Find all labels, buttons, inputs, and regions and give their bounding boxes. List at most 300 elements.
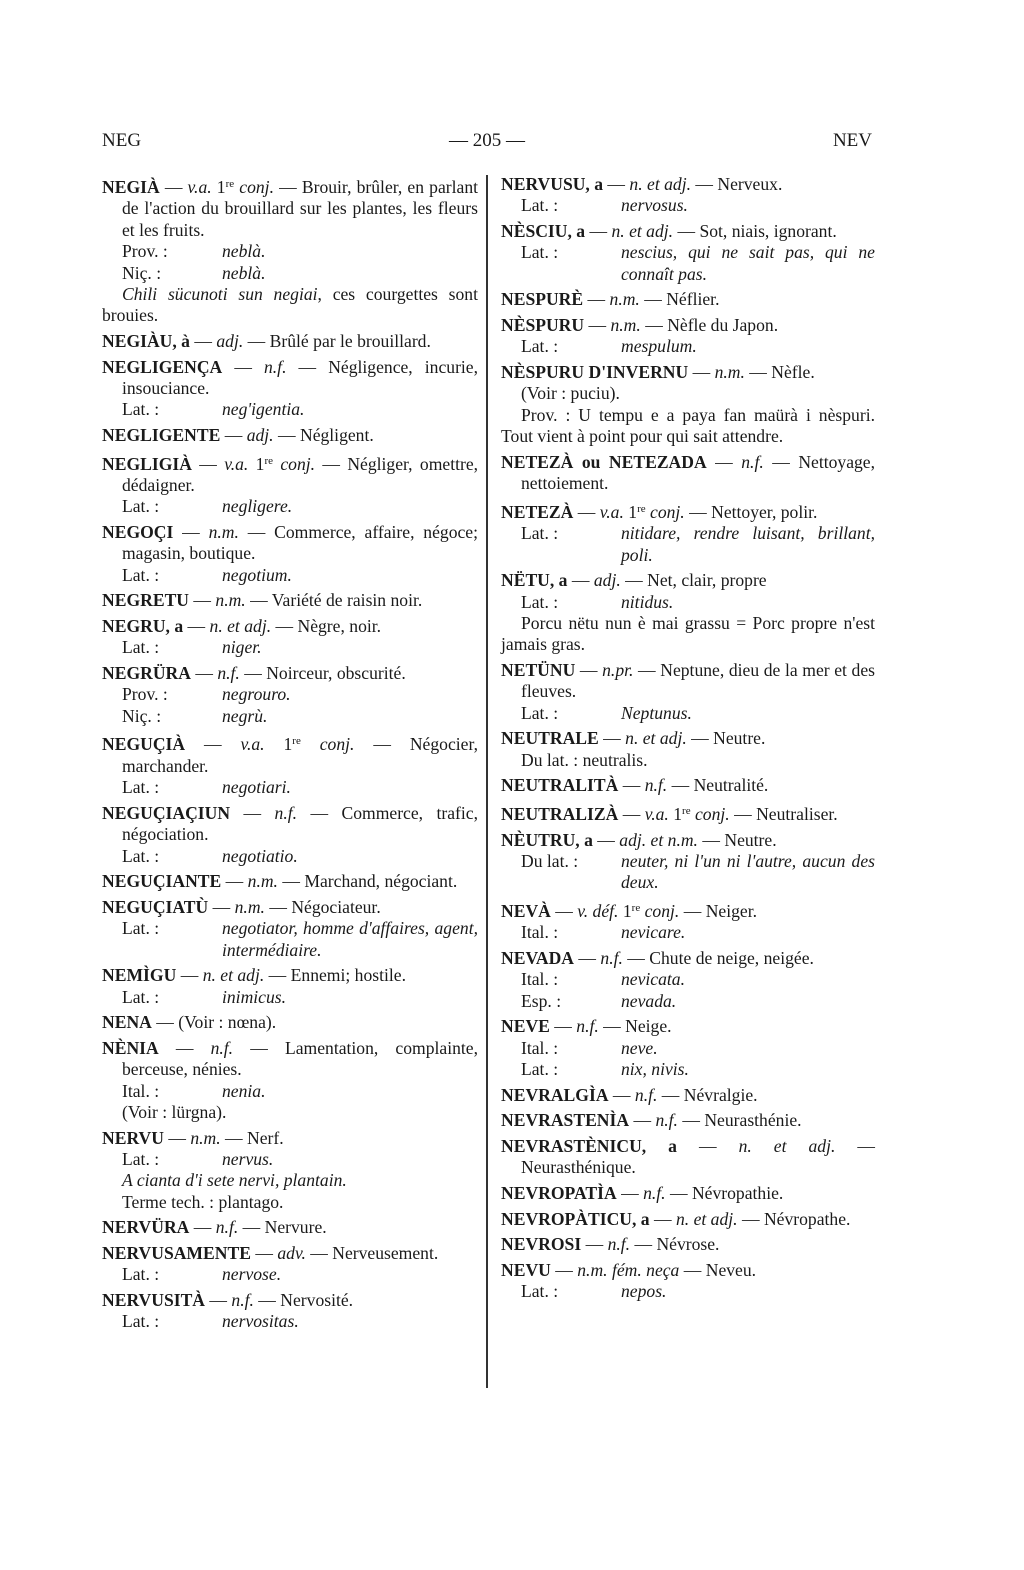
etymology-line: [102, 637, 478, 658]
headword: NEUTRALE: [501, 728, 599, 749]
etymology-value: negligere.: [222, 496, 293, 517]
definition: Névropathe.: [763, 1208, 851, 1229]
etymology-label: Lat. :: [122, 845, 160, 866]
etymology-line: [102, 1264, 478, 1285]
grammar-label: n.f.: [643, 1183, 666, 1204]
headword: NEGLIGIÀ: [102, 453, 192, 474]
dictionary-entry: [102, 803, 478, 867]
definition: Marchand, négociant.: [304, 871, 458, 892]
entry-headline: NEGUÇIÀ — v.a. 1re conj. — Négocier, marchander.: [102, 734, 479, 776]
etymology-line: [501, 851, 875, 894]
dictionary-entry: [501, 1209, 875, 1230]
etymology-value: nix, nivis.: [621, 1059, 689, 1080]
etymology-label: Lat. :: [122, 1311, 160, 1332]
etymology-value: negotiari.: [222, 777, 291, 798]
entry-headline: NEGUÇIATÙ — n.m. — Négociateur.: [102, 896, 381, 917]
entry-headline: NERVUSU, a — n. et adj. — Nerveux.: [501, 174, 783, 194]
headword: NEVROPATÌA: [501, 1183, 617, 1204]
dictionary-entry: [102, 425, 478, 446]
etymology-label: Lat. :: [521, 591, 559, 612]
superscript: re: [264, 454, 274, 467]
definition: Négligence, incurie, insouciance.: [122, 356, 479, 399]
headword: NEVADA: [501, 948, 574, 969]
headword: NETEZÀ ou NETEZADA: [501, 451, 707, 472]
etymology-label: Lat. :: [122, 564, 160, 585]
etymology-label: Ital. :: [122, 1080, 160, 1101]
dictionary-entry: [501, 1110, 875, 1131]
etymology-line: [102, 987, 478, 1008]
definition: Commerce, affaire, négoce; magasin, boutique.: [122, 522, 479, 564]
grammar-label: n.f.: [215, 1217, 239, 1238]
etymology-label: Lat. :: [122, 496, 160, 517]
etymology-value: nitidare, rendre luisant, brillant, poli.: [621, 523, 875, 565]
dictionary-entry: [501, 1260, 875, 1303]
entry-headline: NEVROSI — n.f. — Névrose.: [501, 1234, 720, 1255]
running-header: [102, 130, 872, 154]
headword: NEGUÇIAÇIUN: [102, 802, 231, 823]
headword: NETEZÀ: [501, 501, 574, 522]
headword: NEVRALGÌA: [501, 1084, 609, 1105]
etymology-line: [102, 263, 478, 284]
dictionary-entry: [102, 174, 478, 327]
etymology-label: Lat. :: [122, 637, 160, 658]
entry-headline: NEVRASTENÌA — n.f. — Neurasthénie.: [501, 1110, 802, 1131]
entry-headline: NEVROPÀTICU, a — n. et adj. — Névropathe.: [501, 1208, 851, 1229]
headword: NEUTRALITÀ: [501, 775, 619, 796]
definition: Neutre.: [713, 728, 766, 749]
etymology-value: nevicare.: [621, 922, 686, 943]
dictionary-entry: [102, 663, 478, 727]
dictionary-entry: [102, 1038, 478, 1124]
superscript: re: [225, 178, 235, 190]
entry-headline: NEVU — n.m. fém. neça — Neveu.: [501, 1259, 757, 1280]
definition: Nèfle du Japon.: [667, 315, 779, 335]
definition: Nettoyer, polir.: [711, 501, 818, 522]
etymology-value: nervosus.: [621, 195, 688, 216]
entry-headline: NEGUÇIANTE — n.m. — Marchand, négociant.: [102, 871, 458, 892]
entry-headline: NETEZÀ — v.a. 1re conj. — Nettoyer, polir.: [501, 501, 818, 522]
entry-headline: NEUTRALITÀ — n.f. — Neutralité.: [501, 775, 769, 796]
conjugation-number: 1: [255, 453, 265, 474]
headword: NERVUSITÀ: [102, 1290, 206, 1311]
dictionary-entry: [501, 660, 875, 724]
etymology-line: [102, 565, 478, 586]
entry-headline: NÈNIA — n.f. — Lamentation, complainte, berceuse, nénies.: [102, 1037, 478, 1080]
grammar-label: v.a.: [599, 501, 624, 522]
headword: NÈSPURU: [501, 315, 585, 335]
etymology-label: Esp. :: [521, 990, 562, 1011]
dictionary-entry: [501, 830, 875, 894]
entry-headline: NEGRÜRA — n.f. — Noirceur, obscurité.: [102, 663, 406, 684]
definition: Névropathie.: [691, 1183, 784, 1204]
definition: Nerveusement.: [332, 1243, 439, 1264]
right-column: [501, 174, 875, 1307]
headword: NÈSCIU, a: [501, 221, 586, 241]
etymology-value: nepos.: [621, 1281, 667, 1302]
dictionary-entry: [501, 1183, 875, 1204]
definition: Nerveux.: [717, 174, 783, 194]
entry-headline: NEVE — n.f. — Neige.: [501, 1016, 672, 1037]
etymology-label: Lat. :: [122, 1264, 160, 1285]
proverb-line: Prov. : U tempu e a paya fan maürà i nèspuri. Tout vient à point pour qui sait attendre.: [501, 404, 875, 447]
definition: Ennemi; hostile.: [290, 965, 406, 986]
dictionary-entry: [501, 1136, 875, 1179]
dictionary-entry: [102, 616, 478, 659]
headword: NEGIÀU, à: [102, 331, 190, 352]
dictionary-entry: [102, 1217, 478, 1238]
entry-headline: NETEZÀ ou NETEZADA — n.f. — Nettoyage, nettoiement.: [501, 451, 876, 494]
etymology-value: negotium.: [222, 564, 292, 585]
etymology-value: niger.: [222, 637, 262, 658]
note-line: Terme tech. : plantago.: [122, 1191, 284, 1212]
proverb-line: Porcu nëtu nun è mai grassu = Porc propre n'est jamais gras.: [501, 613, 875, 655]
dictionary-entry: [501, 570, 875, 656]
headword: NEMÌGU: [102, 965, 177, 986]
definition: Neptune, dieu de la mer et des fleuves.: [521, 660, 876, 702]
dictionary-entry: [102, 965, 478, 1008]
definition: Nègre, noir.: [297, 616, 382, 637]
entry-headline: NERVUSITÀ — n.f. — Nervosité.: [102, 1290, 354, 1311]
entry-headline: NERVU — n.m. — Nerf.: [102, 1127, 284, 1148]
entry-headline: NETÜNU — n.pr. — Neptune, dieu de la mer et des fleuves.: [501, 660, 876, 702]
grammar-label: conj.: [644, 901, 680, 922]
definition: Néflier.: [666, 289, 720, 310]
grammar-label: n.f.: [263, 356, 287, 377]
grammar-label: n.pr.: [602, 660, 634, 681]
grammar-label: n. et adj.: [209, 616, 272, 637]
grammar-label: n.m.: [714, 362, 745, 382]
definition: Brûlé par le brouillard.: [269, 331, 431, 352]
entry-headline: NÈSPURU — n.m. — Nèfle du Japon.: [501, 315, 779, 335]
grammar-label: n.f.: [210, 1037, 234, 1058]
etymology-line: [102, 1149, 478, 1170]
headword: NERVÜRA: [102, 1217, 190, 1238]
definition: Nerf.: [247, 1127, 284, 1148]
etymology-line: [102, 846, 478, 867]
dictionary-entry: [501, 1016, 875, 1080]
dictionary-entry: [501, 452, 875, 495]
dictionary-entry: [102, 1290, 478, 1333]
headword: NEVRASTENÌA: [501, 1110, 630, 1131]
entry-headline: NENA — (Voir : nœna).: [102, 1012, 277, 1033]
definition: Brouir, brûler, en parlant de l'action du brouillard sur les plantes, les fleurs et les fruits.: [122, 177, 479, 240]
grammar-label: conj.: [280, 453, 316, 474]
column-divider: [486, 175, 488, 1388]
etymology-value: nervose.: [222, 1264, 282, 1285]
etymology-value: neuter, ni l'un ni l'autre, aucun des deux.: [621, 851, 875, 893]
etymology-label: Prov. :: [122, 241, 168, 262]
dictionary-entry: [102, 1243, 478, 1286]
etymology-value: inimicus.: [222, 986, 287, 1007]
conjugation-number: 1: [216, 177, 226, 197]
headword: NETÜNU: [501, 660, 576, 681]
etymology-line: [102, 241, 478, 262]
etymology-value: nervus.: [222, 1149, 274, 1170]
etymology-line: [501, 1038, 875, 1059]
left-column: [102, 174, 478, 1337]
etymology-label: Ital. :: [521, 1037, 559, 1058]
superscript: re: [682, 805, 691, 818]
dictionary-entry: [501, 289, 875, 310]
definition: Névrose.: [656, 1234, 720, 1255]
definition: Lamentation, complainte, berceuse, nénies.: [122, 1037, 478, 1080]
entry-headline: NEGUÇIAÇIUN — n.f. — Commerce, trafic, négociation.: [102, 802, 479, 845]
etymology-label: Lat. :: [521, 523, 559, 544]
etymology-label: Niç. :: [122, 262, 162, 283]
entry-headline: NEGLIGENÇA — n.f. — Négligence, incurie, insouciance.: [102, 356, 479, 399]
example-line: [102, 284, 478, 327]
grammar-label: n.f.: [607, 1234, 631, 1255]
headword: NEGUÇIATÙ: [102, 896, 209, 917]
grammar-label: conj.: [239, 177, 274, 197]
headword: NEGUÇIANTE: [102, 871, 222, 892]
etymology-value: nitidus.: [621, 591, 674, 612]
headword: NÈSPURU D'INVERNU: [501, 362, 689, 382]
headword: NËTU, a: [501, 570, 568, 591]
definition: Nervure.: [264, 1217, 327, 1238]
definition: Noirceur, obscurité.: [266, 663, 406, 684]
etymology-value: negotiatio.: [222, 845, 298, 866]
headword: NEGLIGENTE: [102, 425, 221, 446]
dictionary-entry: [501, 728, 875, 771]
etymology-line: [501, 922, 875, 943]
entry-headline: NEGRETU — n.m. — Variété de raisin noir.: [102, 590, 423, 611]
headword: NEGUÇIÀ: [102, 734, 186, 755]
dictionary-entry: [501, 1234, 875, 1255]
grammar-label: n.f.: [231, 1290, 254, 1311]
entry-headline: NEVADA — n.f. — Chute de neige, neigée.: [501, 948, 814, 969]
grammar-label: adj.: [246, 425, 274, 446]
dictionary-entry: [102, 357, 478, 421]
grammar-label: n. et adj.: [738, 1136, 836, 1157]
grammar-label: conj.: [694, 804, 730, 825]
grammar-label: n. et adj.: [202, 965, 265, 986]
entry-headline: NEVÀ — v. déf. 1re conj. — Neiger.: [501, 901, 757, 922]
definition: Neutre.: [724, 829, 777, 850]
headword: NERVUSAMENTE: [102, 1243, 251, 1264]
etymology-label: Lat. :: [521, 702, 559, 723]
etymology-line: [102, 1311, 478, 1332]
grammar-label: n.m.: [190, 1127, 221, 1148]
etymology-value: neve.: [621, 1037, 658, 1058]
etymology-label: Ital. :: [521, 922, 559, 943]
header-right-guide-word: NEV: [832, 130, 872, 151]
etymology-value: nescius, qui ne sait pas, qui ne connaît pas.: [621, 242, 875, 284]
grammar-label: conj.: [650, 501, 685, 522]
entry-headline: NEGRU, a — n. et adj. — Nègre, noir.: [102, 616, 382, 637]
grammar-label: n. et adj.: [629, 174, 691, 194]
dictionary-entry: [102, 731, 478, 798]
grammar-label: n.f.: [655, 1110, 678, 1131]
etymology-value: neblà.: [222, 241, 266, 262]
dictionary-entry: [501, 362, 875, 448]
etymology-value: nervositas.: [222, 1311, 299, 1332]
etymology-line: [501, 703, 875, 724]
etymology-label: Lat. :: [122, 986, 160, 1007]
grammar-label: n.m.: [208, 522, 239, 543]
superscript: re: [292, 735, 301, 748]
entry-headline: NEGIÀ — v.a. 1re conj. — Brouir, brûler, en parlant de l'action du brouillard sur les plantes, les fleurs et les fruits.: [102, 177, 479, 240]
example-line: A cianta d'i sete nervi, plantain.: [122, 1170, 347, 1191]
headword: NEVRASTÈNICU, a: [501, 1136, 677, 1157]
grammar-label: n.m.: [610, 315, 641, 335]
entry-headline: NEVROPATÌA — n.f. — Névropathie.: [501, 1183, 784, 1204]
definition: Neiger.: [705, 901, 757, 922]
conjugation-number: 1: [622, 901, 632, 922]
conjugation-number: 1: [673, 804, 683, 825]
headword: NEVÀ: [501, 901, 551, 922]
definition: Neurasthénie.: [704, 1110, 802, 1131]
note-line: (Voir : lürgna).: [122, 1102, 227, 1123]
etymology-line: [501, 523, 875, 566]
grammar-label: n.f.: [644, 775, 668, 796]
entry-headline: NÈSPURU D'INVERNU — n.m. — Nèfle.: [501, 362, 815, 382]
grammar-label: n.m.: [234, 896, 265, 917]
headword: NEVU: [501, 1259, 551, 1280]
grammar-label: adj.: [593, 570, 621, 591]
etymology-value: nevicata.: [621, 969, 685, 990]
dictionary-entry: [501, 315, 875, 358]
note-line: (Voir : puciu).: [521, 383, 620, 404]
etymology-line: [501, 1281, 875, 1302]
grammar-label: adj.: [216, 331, 244, 352]
definition: Variété de raisin noir.: [271, 590, 423, 611]
dictionary-entry: [102, 1128, 478, 1214]
etymology-line: [501, 991, 875, 1012]
dictionary-entry: [102, 590, 478, 611]
etymology-line: [501, 969, 875, 990]
headword: NESPURÈ: [501, 289, 584, 310]
dictionary-entry: [501, 948, 875, 1012]
headword: NÈNIA: [102, 1037, 159, 1058]
etymology-line: [501, 1059, 875, 1080]
entry-headline: NERVUSAMENTE — adv. — Nerveusement.: [102, 1243, 439, 1264]
dictionary-entry: [501, 775, 875, 796]
etymology-label: Lat. :: [521, 1281, 559, 1302]
definition: Neveu.: [705, 1259, 757, 1280]
definition: Nervosité.: [280, 1290, 354, 1311]
headword: NEGRETU: [102, 590, 190, 611]
dictionary-entry: [102, 331, 478, 352]
headword: NÈUTRU, a: [501, 829, 593, 850]
entry-headline: NEGLIGENTE — adj. — Négligent.: [102, 425, 374, 446]
entry-headline: NESPURÈ — n.m. — Néflier.: [501, 289, 720, 310]
etymology-value: Neptunus.: [621, 702, 692, 723]
etymology-value: nenia.: [222, 1080, 266, 1101]
etymology-value: neblà.: [222, 262, 266, 283]
superscript: re: [637, 502, 646, 515]
note-line: Du lat. : neutralis.: [521, 749, 648, 770]
dictionary-entry: [102, 871, 478, 892]
etymology-label: Lat. :: [122, 399, 160, 420]
dictionary-entry: [102, 451, 478, 518]
definition: Neurasthénique.: [521, 1157, 636, 1178]
etymology-line: [102, 399, 478, 420]
etymology-value: mespulum.: [621, 336, 697, 357]
example-text: Chili sücunoti sun negiai: [122, 284, 318, 305]
dictionary-entry: [501, 499, 875, 566]
grammar-label: n. et adj.: [625, 728, 687, 749]
definition: Nèfle.: [771, 362, 815, 382]
dictionary-entry: [102, 1012, 478, 1033]
etymology-value: nevada.: [621, 990, 677, 1011]
entry-headline: NEVRASTÈNICU, a — n. et adj. — Neurasthénique.: [501, 1136, 875, 1178]
entry-headline: NEUTRALIZÀ — v.a. 1re conj. — Neutraliser.: [501, 804, 838, 825]
etymology-label: Lat. :: [122, 1149, 160, 1170]
example-translation: , ces courgettes sont brouies.: [102, 284, 478, 326]
grammar-label: adv.: [277, 1243, 306, 1264]
etymology-label: Du lat. :: [521, 851, 579, 872]
grammar-label: n.f.: [634, 1084, 658, 1105]
etymology-line: [102, 706, 478, 727]
dictionary-entry: [501, 1085, 875, 1106]
headword: NERVU: [102, 1127, 164, 1148]
grammar-label: n. et adj.: [611, 221, 674, 241]
entry-headline: NEGOÇI — n.m. — Commerce, affaire, négoce; magasin, boutique.: [102, 522, 479, 564]
grammar-label: v. déf.: [577, 901, 619, 922]
etymology-line: [102, 1081, 478, 1102]
etymology-line: [501, 195, 875, 216]
definition: Négligent.: [299, 425, 374, 446]
headword: NEVROPÀTICU, a: [501, 1208, 650, 1229]
definition: Sot, niais, ignorant.: [699, 221, 837, 241]
etymology-line: [501, 592, 875, 613]
definition: Neutralité.: [693, 775, 769, 796]
grammar-label: v.a.: [224, 453, 249, 474]
grammar-label: n.f.: [600, 948, 623, 969]
headword: NEVE: [501, 1016, 550, 1037]
etymology-label: Niç. :: [122, 705, 162, 726]
entry-headline: NÈSCIU, a — n. et adj. — Sot, niais, ignorant.: [501, 221, 837, 241]
definition: Neige.: [625, 1016, 672, 1037]
etymology-value: neg'igentia.: [222, 399, 305, 420]
etymology-label: Lat. :: [521, 1059, 559, 1080]
definition: Neutraliser.: [756, 804, 838, 825]
entry-headline: NEGIÀU, à — adj. — Brûlé par le brouillard.: [102, 331, 431, 352]
dictionary-entry: [501, 801, 875, 825]
headword: NEGOÇI: [102, 522, 174, 543]
headword: NEGLIGENÇA: [102, 356, 223, 377]
dictionary-entry: [501, 221, 875, 285]
headword: NERVUSU, a: [501, 174, 604, 194]
definition: Névralgie.: [683, 1084, 758, 1105]
definition: Net, clair, propre: [647, 570, 767, 591]
grammar-label: n.f.: [274, 802, 298, 823]
grammar-label: n.m.: [609, 289, 640, 310]
headword: NEVROSI: [501, 1234, 582, 1255]
grammar-label: n.m.: [215, 590, 246, 611]
etymology-value: negrù.: [222, 705, 268, 726]
grammar-label: n. et adj.: [675, 1208, 738, 1229]
conjugation-number: 1: [283, 734, 293, 755]
etymology-line: [102, 777, 478, 798]
etymology-label: Lat. :: [122, 777, 160, 798]
definition: Négliger, omettre, dédaigner.: [122, 453, 479, 496]
headword: NEGIÀ: [102, 177, 160, 197]
superscript: re: [631, 902, 641, 915]
dictionary-entry: [102, 897, 478, 961]
grammar-label: n.f.: [741, 451, 764, 472]
grammar-label: adj. et n.m.: [619, 829, 698, 850]
grammar-label: n.f.: [576, 1016, 599, 1037]
etymology-label: Lat. :: [521, 195, 559, 216]
etymology-line: [102, 918, 478, 961]
conjugation-number: 1: [628, 501, 638, 522]
etymology-label: Lat. :: [521, 336, 559, 357]
header-left-guide-word: NEG: [102, 130, 142, 151]
etymology-line: [501, 336, 875, 357]
entry-headline: NEVRALGÌA — n.f. — Névralgie.: [501, 1084, 758, 1105]
